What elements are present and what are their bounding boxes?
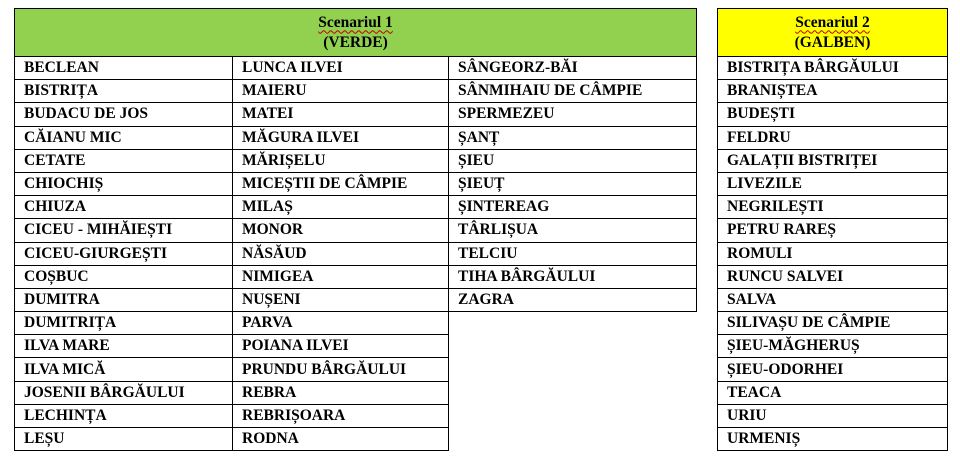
scenario-1-header: [15, 9, 697, 57]
table-row: [15, 404, 697, 427]
locality-cell: CICEU - MIHĂIEȘTI: [15, 219, 233, 242]
table-row: [718, 57, 948, 80]
table-row: [718, 358, 948, 381]
scenario-2-header: [718, 9, 948, 57]
locality-cell: REBRA: [233, 381, 449, 404]
locality-cell: TEACA: [718, 381, 948, 404]
locality-cell: SILIVAȘU DE CÂMPIE: [718, 312, 948, 335]
locality-cell: MICEȘTII DE CÂMPIE: [233, 172, 449, 195]
locality-cell: CHIUZA: [15, 196, 233, 219]
table-row: [15, 196, 697, 219]
locality-cell: SÂNGEORZ-BĂI: [449, 57, 697, 80]
locality-cell: POIANA ILVEI: [233, 335, 449, 358]
locality-cell: FELDRU: [718, 126, 948, 149]
table-row: [15, 242, 697, 265]
empty-cell: [449, 335, 697, 358]
locality-cell: ȘIEU-ODORHEI: [718, 358, 948, 381]
locality-cell: MĂRIȘELU: [233, 149, 449, 172]
locality-cell: RODNA: [233, 428, 449, 451]
locality-cell: PRUNDU BÂRGĂULUI: [233, 358, 449, 381]
locality-cell: JOSENII BÂRGĂULUI: [15, 381, 233, 404]
scenario-1-title: Scenariul 1: [318, 13, 393, 31]
table-row: [718, 196, 948, 219]
locality-cell: GALAȚII BISTRIȚEI: [718, 149, 948, 172]
table-row: [15, 288, 697, 311]
table-row: [718, 312, 948, 335]
scenario-1-header-row: [15, 9, 697, 57]
table-row: [718, 288, 948, 311]
locality-cell: ILVA MICĂ: [15, 358, 233, 381]
table-row: [718, 242, 948, 265]
scenario-1-subtitle: (VERDE): [323, 33, 388, 51]
table-row: [15, 149, 697, 172]
locality-cell: LECHINȚA: [15, 404, 233, 427]
locality-cell: DUMITRIȚA: [15, 312, 233, 335]
empty-cell: [449, 428, 697, 451]
locality-cell: NĂSĂUD: [233, 242, 449, 265]
table-row: [15, 219, 697, 242]
locality-cell: CĂIANU MIC: [15, 126, 233, 149]
table-row: [15, 335, 697, 358]
scenario-1-body: [15, 57, 697, 451]
locality-cell: BUDEȘTI: [718, 103, 948, 126]
locality-cell: BISTRIȚA BÂRGĂULUI: [718, 57, 948, 80]
scenario-2-body: [718, 57, 948, 451]
locality-cell: MAIERU: [233, 80, 449, 103]
locality-cell: BECLEAN: [15, 57, 233, 80]
table-row: [718, 381, 948, 404]
empty-cell: [449, 381, 697, 404]
locality-cell: URIU: [718, 404, 948, 427]
table-row: [15, 80, 697, 103]
table-row: [15, 57, 697, 80]
locality-cell: BRANIȘTEA: [718, 80, 948, 103]
table-row: [15, 126, 697, 149]
locality-cell: ȘIEU: [449, 149, 697, 172]
locality-cell: ȘANȚ: [449, 126, 697, 149]
table-row: [718, 404, 948, 427]
table-row: [15, 358, 697, 381]
locality-cell: PARVA: [233, 312, 449, 335]
scenario-1-table: [14, 8, 697, 451]
table-row: [15, 428, 697, 451]
locality-cell: RUNCU SALVEI: [718, 265, 948, 288]
table-row: [718, 172, 948, 195]
locality-cell: DUMITRA: [15, 288, 233, 311]
locality-cell: SÂNMIHAIU DE CÂMPIE: [449, 80, 697, 103]
locality-cell: LIVEZILE: [718, 172, 948, 195]
locality-cell: CICEU-GIURGEȘTI: [15, 242, 233, 265]
locality-cell: MONOR: [233, 219, 449, 242]
locality-cell: ȘIEU-MĂGHERUȘ: [718, 335, 948, 358]
scenario-2-header-row: [718, 9, 948, 57]
locality-cell: MATEI: [233, 103, 449, 126]
locality-cell: NEGRILEȘTI: [718, 196, 948, 219]
locality-cell: REBRIȘOARA: [233, 404, 449, 427]
locality-cell: TÂRLIȘUA: [449, 219, 697, 242]
table-row: [718, 428, 948, 451]
table-row: [15, 265, 697, 288]
locality-cell: NIMIGEA: [233, 265, 449, 288]
scenario-2-subtitle: (GALBEN): [794, 33, 871, 51]
empty-cell: [449, 404, 697, 427]
locality-cell: ȘIEUȚ: [449, 172, 697, 195]
locality-cell: ILVA MARE: [15, 335, 233, 358]
table-row: [718, 149, 948, 172]
locality-cell: ȘINTEREAG: [449, 196, 697, 219]
locality-cell: MILAȘ: [233, 196, 449, 219]
scenario-2-table: [717, 8, 948, 451]
locality-cell: COȘBUC: [15, 265, 233, 288]
locality-cell: TIHA BÂRGĂULUI: [449, 265, 697, 288]
locality-cell: LEȘU: [15, 428, 233, 451]
table-row: [718, 219, 948, 242]
locality-cell: URMENIȘ: [718, 428, 948, 451]
locality-cell: BUDACU DE JOS: [15, 103, 233, 126]
locality-cell: ROMULI: [718, 242, 948, 265]
locality-cell: ZAGRA: [449, 288, 697, 311]
table-row: [15, 103, 697, 126]
locality-cell: CETATE: [15, 149, 233, 172]
table-row: [718, 335, 948, 358]
empty-cell: [449, 358, 697, 381]
locality-cell: TELCIU: [449, 242, 697, 265]
locality-cell: NUȘENI: [233, 288, 449, 311]
locality-cell: SALVA: [718, 288, 948, 311]
locality-cell: MĂGURA ILVEI: [233, 126, 449, 149]
empty-cell: [449, 312, 697, 335]
table-row: [718, 126, 948, 149]
locality-cell: CHIOCHIȘ: [15, 172, 233, 195]
table-row: [15, 312, 697, 335]
table-row: [15, 381, 697, 404]
locality-cell: SPERMEZEU: [449, 103, 697, 126]
table-row: [718, 103, 948, 126]
locality-cell: LUNCA ILVEI: [233, 57, 449, 80]
table-row: [15, 172, 697, 195]
locality-cell: BISTRIȚA: [15, 80, 233, 103]
table-row: [718, 80, 948, 103]
scenario-2-title: Scenariul 2: [795, 13, 870, 31]
locality-cell: PETRU RAREȘ: [718, 219, 948, 242]
table-row: [718, 265, 948, 288]
